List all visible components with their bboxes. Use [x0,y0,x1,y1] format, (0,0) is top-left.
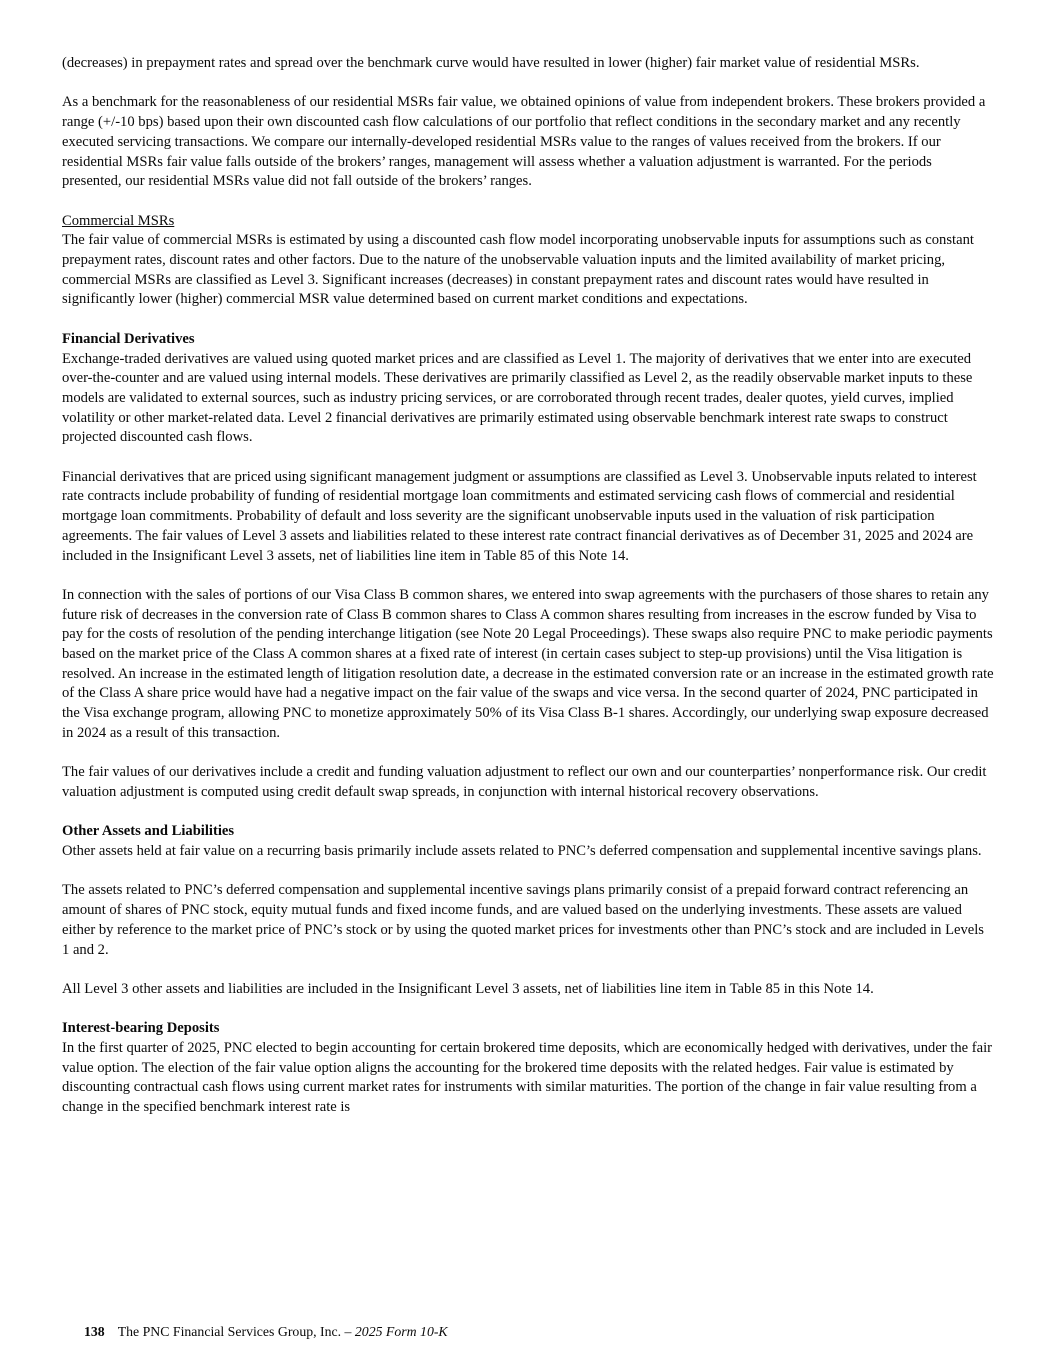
paragraph: In the first quarter of 2025, PNC elected to begin accounting for certain brokered time deposits, which are economically hedged with derivatives, under the fair value option. The election of the fair value option aligns the accounting for the brokered time deposits with the related hedges. Fair value is estimated by discounting contractual cash flows using current market rates for instruments with similar maturities. The portion of the change in fair value resulting from a change in the specified benchmark interest rate is [62,1040,993,1116]
paragraph: (decreases) in prepayment rates and spread over the benchmark curve would have resulted in lower (higher) fair market value of residential MSRs. [62,55,920,71]
paragraph: In connection with the sales of portions of our Visa Class B common shares, we entered into swap agreements with the purchasers of those shares to retain any future risk of decreases in the conversion rate of Class B common shares to Class A common shares resulting from increases in the escrow funded by Visa to pay for the costs of resolution of the pending interchange litigation (see Note 20 Legal Proceedings). These swaps also require PNC to make periodic payments based on the market price of the Class A common shares at a fixed rate of interest (in certain cases subject to step-up provisions) until the Visa litigation is resolved. An increase in the estimated length of litigation resolution date, a decrease in the estimated conversion rate or an increase in the estimated growth rate of the Class A share price would have had a negative impact on the fair value of the swaps and vice versa. In the second quarter of 2024, PNC participated in the Visa exchange program, allowing PNC to monetize approximately 50% of its Visa Class B-1 shares. Accordingly, our underlying swap exposure decreased in 2024 as a result of this transaction. [62,586,994,741]
section-heading: Commercial MSRs [62,212,175,229]
paragraph: The fair values of our derivatives include a credit and funding valuation adjustment to reflect our own and our counterparties’ nonperformance risk. Our credit valuation adjustment is computed using credit default swap spreads, in conjunction with internal historical recovery observations. [62,764,987,800]
footer-page-number: 138 [84,1324,105,1339]
paragraph: Exchange-traded derivatives are valued using quoted market prices and are classified as Level 1. The majority of derivatives that we enter into are executed over-the-counter and are valued using internal models. These derivatives are primarily classified as Level 2, as the readily observable market inputs to these models are validated to external sources, such as industry pricing services, or are corroborated through recent trades, dealer quotes, yield curves, implied volatility or other market-related data. Level 2 financial derivatives are primarily estimated using observable benchmark interest rate swaps to construct projected discounted cash flows. [62,350,973,446]
paragraph: As a benchmark for the reasonableness of our residential MSRs fair value, we obtained opinions of value from independent brokers. These brokers provided a range (+/-10 bps) based upon their own discounted cash flow calculations of our portfolio that reflect conditions in the secondary market and any recently executed servicing transactions. We compare our internally-developed residential MSRs value to the ranges of values received from the brokers. If our residential MSRs fair value falls outside of the brokers’ ranges, management will assess whether a valuation adjustment is warranted. For the periods presented, our residential MSRs value did not fall outside of the brokers’ ranges. [62,94,986,190]
paragraph: The fair value of commercial MSRs is estimated by using a discounted cash flow model incorporating unobservable inputs for assumptions such as constant prepayment rates, discount rates and other factors. Due to the nature of the unobservable valuation inputs and the limited availability of market pricing, commercial MSRs are classified as Level 3. Significant increases (decreases) in constant prepayment rates and discount rates would have resulted in significantly lower (higher) commercial MSR value determined based on current market conditions and expectations. [62,232,974,308]
footer-company-name: The PNC Financial Services Group, Inc. – [117,1324,355,1339]
document-body [62,54,994,1138]
section-heading: Interest-bearing Deposits [62,1020,220,1037]
page-footer [84,1323,448,1341]
section-heading: Other Assets and Liabilities [62,823,235,840]
paragraph: Other assets held at fair value on a recurring basis primarily include assets related to PNC’s deferred compensation and supplemental incentive savings plans. [62,843,982,860]
paragraph: The assets related to PNC’s deferred compensation and supplemental incentive savings plans primarily consist of a prepaid forward contract referencing an amount of shares of PNC stock, equity mutual funds and fixed income funds, and are valued based on the underlying investments. These assets are valued either by reference to the market price of PNC’s stock or by using the quoted market prices for investments other than PNC’s stock and are included in Levels 1 and 2. [62,882,984,958]
paragraph: Financial derivatives that are priced using significant management judgment or assumptions are classified as Level 3. Unobservable inputs related to interest rate contracts include probability of funding of residential mortgage loan commitments and estimated servicing cash flows of commercial and residential mortgage loan commitments. Probability of default and loss severity are the significant unobservable inputs used in the valuation of risk participation agreements. The fair values of Level 3 assets and liabilities related to these interest rate contract financial derivatives as of December 31, 2025 and 2024 are included in the Insignificant Level 3 assets, net of liabilities line item in Table 85 of this Note 14. [62,468,977,564]
section-heading: Financial Derivatives [62,330,195,347]
paragraph: All Level 3 other assets and liabilities are included in the Insignificant Level 3 assets, net of liabilities line item in Table 85 in this Note 14. [62,980,874,997]
footer-form-title: 2025 Form 10-K [354,1324,448,1339]
